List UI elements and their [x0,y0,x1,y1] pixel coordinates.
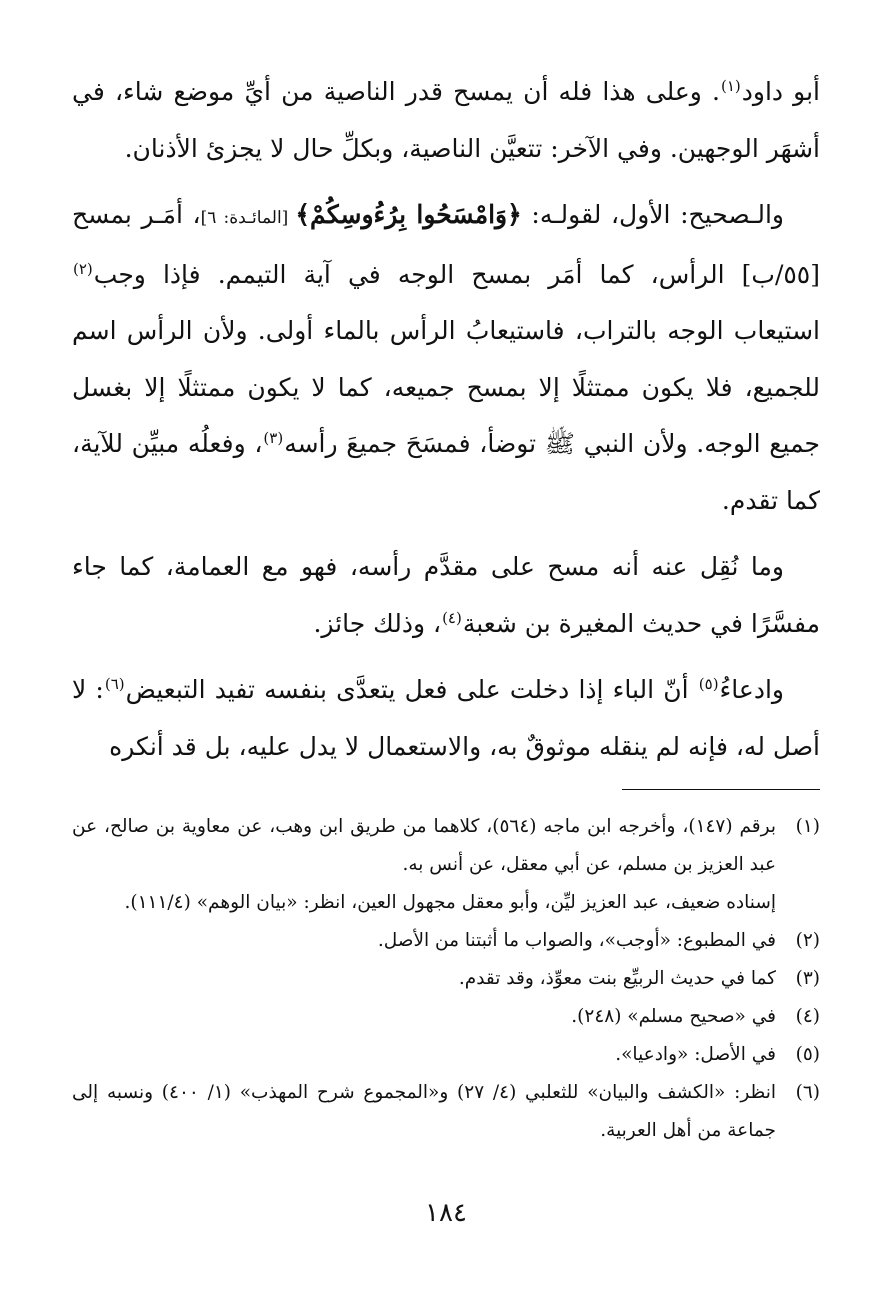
footnote-5 [72,1036,820,1074]
footnote-ref-2[interactable]: (٢) [73,259,93,278]
p2-middle2: استيعاب الوجه بالتراب، فاستيعابُ الرأس بالماء أولى. ولأن الرأس اسم للجميع، فلا يكون ممتثلًا إلا بمسح جميعه، كما لا يكون ممتثلًا إلا بغسل جميع الوجه. ولأن النبي ﷺ توضأ، فمسَحَ جميعَ رأسه [72,316,820,458]
footnote-ref-4[interactable]: (٤) [442,608,462,627]
paragraph-1 [72,64,820,177]
p1-text-a: أبو داود [741,77,820,106]
footnote-2 [72,922,820,960]
footnote-ref-3[interactable]: (٣) [263,429,284,447]
footnote-number: (٣) [795,968,820,989]
p4-start: وادعاءُ [719,675,784,704]
footnote-number: (٥) [795,1044,820,1065]
footnote-4 [72,998,820,1036]
footnote-text: في الأصل: «وادعيا». [615,1044,776,1065]
footnote-line: برقم (١٤٧)، وأخرجه ابن ماجه (٥٦٤)، كلاهما من طريق ابن وهب، عن معاوية بن صالح، عن عبد العزيز بن مسلم، عن أبي معقل، عن أنس به. [72,816,776,875]
p2-end: ، وفعلُه مبيِّن للآية، كما تقدم. [72,429,820,515]
p4-middle: أنّ الباء إذا دخلت على فعل يتعدَّى بنفسه تفيد التبعيض [125,675,698,704]
footnote-text: في المطبوع: «أوجب»، والصواب ما أثبتنا من الأصل. [377,930,776,951]
footnote-6 [72,1074,820,1150]
footnote-separator [622,789,820,790]
footnote-number: (١) [795,816,820,837]
paragraph-2 [72,187,820,529]
footnote-1 [72,808,820,922]
footnote-text: كما في حديث الربيِّع بنت معوِّذ، وقد تقدم. [458,968,776,989]
main-text [72,64,820,775]
footnote-text: في «صحيح مسلم» (٢٤٨). [571,1006,776,1027]
footnote-number: (٦) [795,1082,820,1103]
footnote-ref-6[interactable]: (٦) [104,675,125,693]
footnote-line: إسناده ضعيف، عبد العزيز ليِّن، وأبو معقل مجهول العين، انظر: «بيان الوهم» (١١١/٤). [124,892,776,913]
footnote-text: انظر: «الكشف والبيان» للثعلبي (٤/ ٢٧) و«المجموع شرح المهذب» (١/ ٤٠٠) ونسبه إلى جماعة من أهل العربية. [72,1082,776,1141]
p4-end: : لا أصل له، فإنه لم ينقله موثوقٌ به، والاستعمال لا يدل عليه، بل قد أنكره [72,675,820,761]
p1-text-b: . وعلى هذا فله أن يمسح قدر الناصية من أيِّ موضع شاء، في أشهَر الوجهين. وفي الآخر: تتعيَّن الناصية، وبكلِّ حال لا يجزئ الأذنان. [72,77,820,163]
footnote-number: (٤) [795,1006,820,1027]
book-page [72,64,820,1250]
quran-verse: ﴿وَامْسَحُوا بِرُءُوسِكُمْ﴾ [295,200,522,229]
footnote-ref-1[interactable]: (١) [720,77,741,95]
footnotes [72,808,820,1150]
verse-reference: [المائـدة: ٦] [200,208,296,228]
p2-middle: ، أمَـر بمسح [٥٥/ب] الرأس، كما أمَر بمسح الوجه في آية التيمم. فإذا وجب [72,200,820,289]
page-number: ١٨٤ [425,1198,467,1228]
p3-text-b: ، وذلك جائز. [313,608,442,638]
footnote-3 [72,960,820,998]
footnote-ref-5[interactable]: (٥) [698,675,719,693]
p2-intro: والـصحيح: الأول، لقولـه: [521,200,784,229]
footnote-text [72,808,776,922]
paragraph-3 [72,539,820,652]
p3-text-a: وما نُقِل عنه أنه مسح على مقدَّم رأسه، فهو مع العمامة، كما جاء مفسَّرًا في حديث المغيرة بن شعبة [72,552,820,638]
footnote-number: (٢) [795,930,820,951]
paragraph-4 [72,662,820,775]
